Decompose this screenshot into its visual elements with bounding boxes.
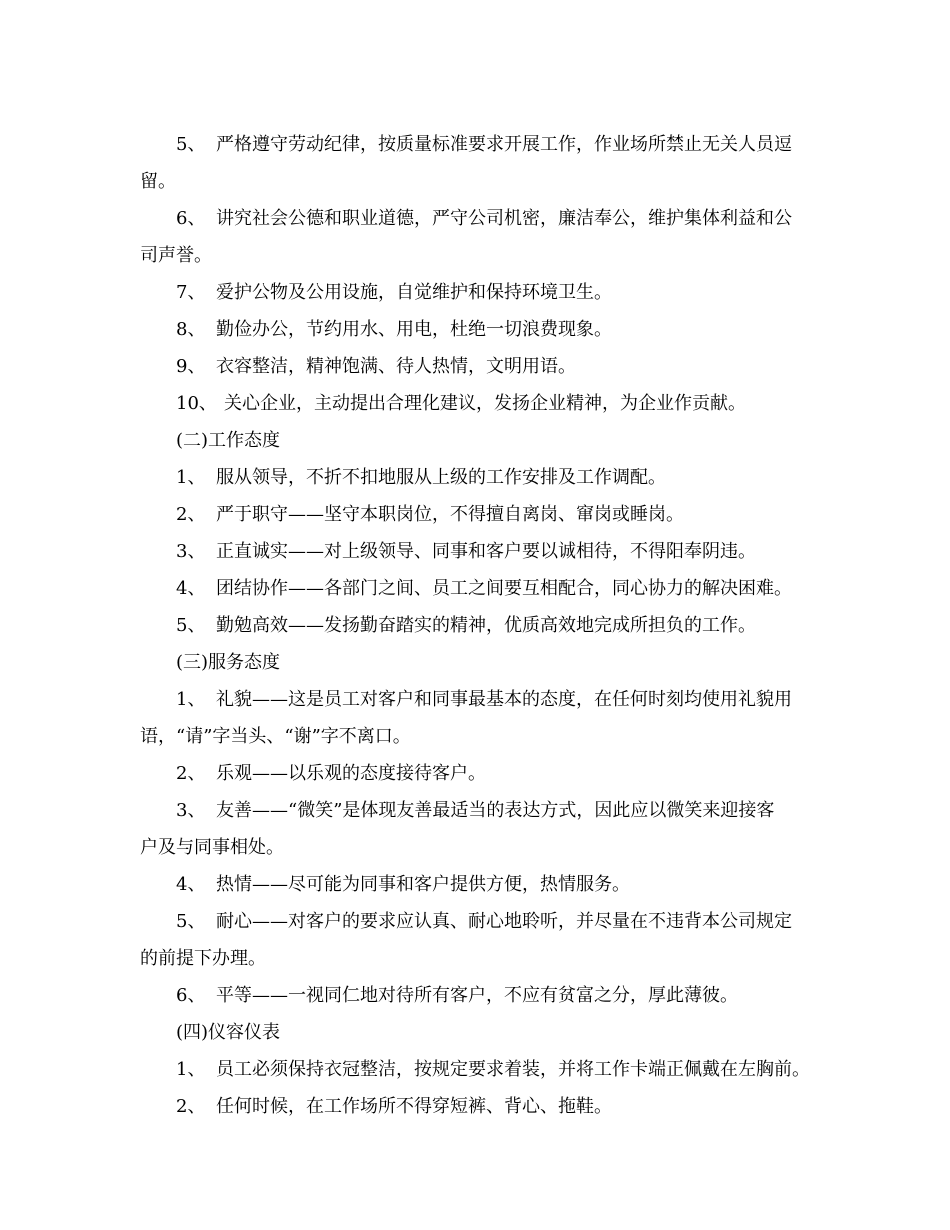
paragraph-line bbox=[140, 385, 840, 422]
line-text: 正直诚实——对上级领导、同事和客户要以诚相待，不得阳奉阴违。 bbox=[216, 541, 756, 562]
item-number: 3、 bbox=[176, 800, 206, 821]
paragraph-line bbox=[140, 163, 840, 200]
paragraph-line bbox=[140, 718, 840, 755]
line-text: 友善——“微笑”是体现友善最适当的表达方式，因此应以微笑来迎接客 bbox=[216, 800, 775, 821]
paragraph-line bbox=[140, 866, 840, 903]
line-text: 严格遵守劳动纪律，按质量标准要求开展工作，作业场所禁止无关人员逗 bbox=[216, 134, 792, 155]
line-text: 礼貌——这是员工对客户和同事最基本的态度，在任何时刻均使用礼貌用 bbox=[216, 689, 792, 710]
paragraph-line bbox=[140, 126, 840, 163]
paragraph-line bbox=[140, 940, 840, 977]
item-number: 2、 bbox=[176, 1096, 206, 1117]
paragraph-line bbox=[140, 422, 840, 459]
paragraph-line bbox=[140, 792, 840, 829]
item-number: 4、 bbox=[176, 578, 206, 599]
line-text: 的前提下办理。 bbox=[140, 948, 266, 969]
line-text: 勤俭办公，节约用水、用电，杜绝一切浪费现象。 bbox=[216, 319, 612, 340]
line-text: 勤勉高效——发扬勤奋踏实的精神，优质高效地完成所担负的工作。 bbox=[216, 615, 756, 636]
paragraph-line bbox=[140, 1051, 840, 1088]
item-number: 9、 bbox=[176, 356, 206, 377]
item-number: 2、 bbox=[176, 504, 206, 525]
paragraph-line bbox=[140, 496, 840, 533]
paragraph-line bbox=[140, 644, 840, 681]
line-text: 语，“请”字当头、“谢”字不离口。 bbox=[140, 726, 411, 747]
line-text: (三)服务态度 bbox=[176, 652, 281, 673]
item-number: 6、 bbox=[176, 985, 206, 1006]
line-text: 团结协作——各部门之间、员工之间要互相配合，同心协力的解决困难。 bbox=[216, 578, 792, 599]
item-number: 4、 bbox=[176, 874, 206, 895]
paragraph-line bbox=[140, 237, 840, 274]
line-text: 热情——尽可能为同事和客户提供方便，热情服务。 bbox=[216, 874, 630, 895]
item-number: 5、 bbox=[176, 615, 206, 636]
document-body bbox=[140, 126, 840, 1125]
item-number: 5、 bbox=[176, 911, 206, 932]
item-number: 1、 bbox=[176, 689, 206, 710]
paragraph-line bbox=[140, 348, 840, 385]
item-number: 6、 bbox=[176, 208, 206, 229]
line-text: 爱护公物及公用设施，自觉维护和保持环境卫生。 bbox=[216, 282, 612, 303]
line-text: 衣容整洁，精神饱满、待人热情，文明用语。 bbox=[216, 356, 576, 377]
paragraph-line bbox=[140, 274, 840, 311]
paragraph-line bbox=[140, 977, 840, 1014]
item-number: 1、 bbox=[176, 467, 206, 488]
line-text: (四)仪容仪表 bbox=[176, 1022, 281, 1043]
item-number: 10、 bbox=[176, 393, 217, 414]
paragraph-line bbox=[140, 311, 840, 348]
item-number: 8、 bbox=[176, 319, 206, 340]
line-text: 关心企业，主动提出合理化建议，发扬企业精神，为企业作贡献。 bbox=[224, 393, 746, 414]
item-number: 7、 bbox=[176, 282, 206, 303]
line-text: 户及与同事相处。 bbox=[140, 837, 284, 858]
paragraph-line bbox=[140, 607, 840, 644]
item-number: 3、 bbox=[176, 541, 206, 562]
item-number: 2、 bbox=[176, 763, 206, 784]
line-text: 员工必须保持衣冠整洁，按规定要求着装，并将工作卡端正佩戴在左胸前。 bbox=[216, 1059, 810, 1080]
paragraph-line bbox=[140, 533, 840, 570]
line-text: 留。 bbox=[140, 171, 176, 192]
paragraph-line bbox=[140, 459, 840, 496]
line-text: 服从领导，不折不扣地服从上级的工作安排及工作调配。 bbox=[216, 467, 666, 488]
paragraph-line bbox=[140, 1014, 840, 1051]
paragraph-line bbox=[140, 570, 840, 607]
paragraph-line bbox=[140, 755, 840, 792]
paragraph-line bbox=[140, 681, 840, 718]
line-text: 平等——一视同仁地对待所有客户，不应有贫富之分，厚此薄彼。 bbox=[216, 985, 738, 1006]
line-text: (二)工作态度 bbox=[176, 430, 281, 451]
line-text: 讲究社会公德和职业道德，严守公司机密，廉洁奉公，维护集体利益和公 bbox=[216, 208, 792, 229]
line-text: 耐心——对客户的要求应认真、耐心地聆听，并尽量在不违背本公司规定 bbox=[216, 911, 792, 932]
item-number: 5、 bbox=[176, 134, 206, 155]
line-text: 任何时候，在工作场所不得穿短裤、背心、拖鞋。 bbox=[216, 1096, 612, 1117]
line-text: 司声誉。 bbox=[140, 245, 212, 266]
line-text: 乐观——以乐观的态度接待客户。 bbox=[216, 763, 486, 784]
paragraph-line bbox=[140, 200, 840, 237]
paragraph-line bbox=[140, 1088, 840, 1125]
line-text: 严于职守——坚守本职岗位，不得擅自离岗、窜岗或睡岗。 bbox=[216, 504, 684, 525]
paragraph-line bbox=[140, 829, 840, 866]
paragraph-line bbox=[140, 903, 840, 940]
item-number: 1、 bbox=[176, 1059, 206, 1080]
